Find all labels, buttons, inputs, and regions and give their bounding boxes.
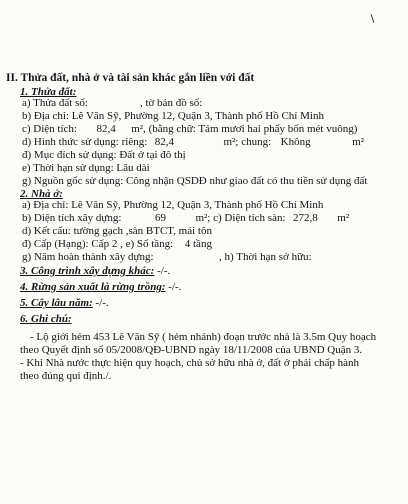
scan-mark — [371, 14, 375, 23]
land-origin-row — [22, 175, 367, 188]
section-title: II. Thửa đất, nhà ở và tài sản khác gắn liền với đất — [6, 72, 255, 84]
land-address-label: b) Địa chỉ: — [22, 110, 70, 122]
house-floor-area-unit: m² — [337, 212, 350, 224]
land-area-value: 82,4 — [96, 123, 116, 135]
notes-line: theo đúng qui định./. — [20, 370, 112, 382]
land-heading: 1. Thửa đất: — [20, 86, 77, 98]
land-purpose-value: Đất ở tại đô thị — [119, 149, 186, 161]
land-plot-number-label: a) Thửa đất số: — [22, 97, 88, 109]
house-structure-row — [22, 225, 212, 238]
house-floor-area-label: m²; c) Diện tích sàn: — [195, 212, 286, 224]
house-completion-label: g) Năm hoàn thành xây dựng: — [22, 251, 154, 263]
land-area-row — [22, 123, 357, 136]
construction-row — [20, 265, 170, 278]
land-private-area: 82,4 — [154, 136, 175, 148]
house-address-row — [22, 199, 323, 212]
notes-line: - Khi Nhà nước thực hiện quy hoạch, chủ sở hữu nhà ở, đất ở phải chấp hành — [20, 357, 359, 369]
land-address-row — [22, 110, 324, 123]
house-build-area-label: b) Diện tích xây dựng: — [22, 212, 122, 224]
house-grade-value: Cấp 2 — [91, 238, 118, 250]
forest-row — [20, 281, 181, 294]
house-completion-row — [22, 251, 312, 264]
house-ownership-term-label: , h) Thời hạn sở hữu: — [219, 251, 312, 263]
notes-line: theo Quyết định số 05/2008/QĐ-UBND ngày 18/11/2008 của UBND Quận 3. — [20, 344, 363, 356]
land-common-unit: m² — [352, 136, 364, 148]
house-build-area-value: 69 — [154, 212, 166, 224]
trees-heading: 5. Cây lâu năm: — [20, 297, 93, 309]
house-grade-row — [22, 238, 212, 251]
notes-heading: 6. Ghi chú: — [20, 313, 72, 325]
land-purpose-row — [22, 149, 186, 162]
house-address-label: a) Địa chỉ: — [22, 199, 69, 211]
house-floors-label: , e) Số tầng: — [120, 238, 174, 250]
trees-row — [20, 297, 109, 310]
trees-value: -/-. — [95, 297, 109, 309]
land-address-value: Lê Văn Sỹ, Phường 12, Quận 3, Thành phố Hồ Chí Minh — [71, 110, 324, 122]
land-map-sheet-label: , tờ bản đồ số: — [139, 97, 203, 109]
house-area-row — [22, 212, 349, 225]
land-private-unit: m²; chung: — [223, 136, 272, 148]
house-floors-value: 4 tầng — [184, 238, 212, 250]
land-use-form-label: d) Hình thức sử dụng: riêng: — [22, 136, 148, 148]
house-structure-value: tường gạch ,sàn BTCT, mái tôn — [73, 225, 212, 237]
land-origin-label: g) Nguồn gốc sử dụng: — [22, 175, 124, 187]
house-grade-label: đ) Cấp (Hạng): — [22, 238, 89, 250]
land-origin-value: Công nhận QSDĐ như giao đất có thu tiền sử dụng đất — [126, 175, 368, 187]
house-floor-area-value: 272,8 — [293, 212, 318, 224]
land-plot-number-row — [22, 97, 202, 110]
land-area-words: (bằng chữ: Tám mươi hai phẩy bốn mét vuông) — [148, 123, 358, 135]
house-heading: 2. Nhà ở: — [20, 188, 63, 200]
forest-heading: 4. Rừng sản xuất là rừng trồng: — [20, 281, 166, 293]
land-common-area: Không — [280, 136, 311, 148]
land-use-form-row — [22, 136, 364, 149]
construction-value: -/-. — [157, 265, 171, 277]
house-structure-label: d) Kết cấu: — [22, 225, 71, 237]
land-purpose-label: đ) Mục đích sử dụng: — [22, 149, 117, 161]
land-term-value: Lâu dài — [116, 162, 150, 174]
house-address-value: Lê Văn Sỹ, Phường 12, Quận 3, Thành phố Hồ Chí Minh — [71, 199, 324, 211]
land-term-label: e) Thời hạn sử dụng: — [22, 162, 114, 174]
land-area-unit: m², — [131, 123, 146, 135]
forest-value: -/-. — [168, 281, 182, 293]
construction-heading: 3. Công trình xây dựng khác: — [20, 265, 155, 277]
notes-line: - Lộ giới hẻm 453 Lê Văn Sỹ ( hẻm nhánh) đoạn trước nhà là 3.5m Quy hoạch — [30, 331, 377, 343]
land-area-label: c) Diện tích: — [22, 123, 77, 135]
land-term-row — [22, 162, 150, 175]
